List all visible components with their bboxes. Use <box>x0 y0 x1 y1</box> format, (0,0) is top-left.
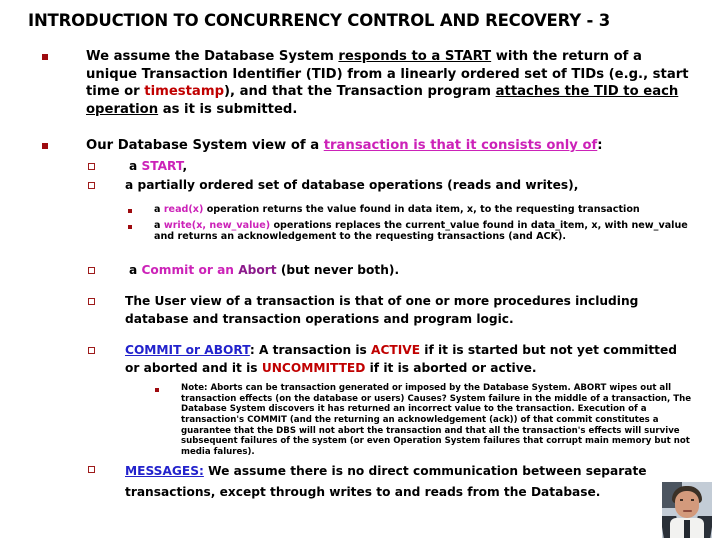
bullet-2-1-start-keyword: START <box>141 158 183 173</box>
bullet-2-1-seg-c: , <box>182 158 188 173</box>
commit-keyword: Commit <box>141 262 195 277</box>
hollow-square-bullet-icon <box>88 347 95 354</box>
bullet-item-2-5-note <box>0 383 720 457</box>
bullet-2-5-seg-d: if it is started but not yet committed or aborted and it is <box>125 343 677 375</box>
bullet-2-3-seg-a: a <box>129 262 142 277</box>
bullet-item-2-4 <box>0 293 720 328</box>
square-bullet-icon <box>42 143 48 149</box>
small-square-bullet-icon <box>128 225 132 229</box>
uncommitted-state-keyword: UNCOMMITTED <box>261 360 366 375</box>
bullet-2-2-b-seg-c: operations replaces the current_value found in data_item, x, with new_value and returns an acknowledgement to the requesting transactions (and ACK). <box>154 219 688 243</box>
bullet-item-2-6 <box>0 461 720 503</box>
spacer <box>0 243 720 262</box>
bullet-2-1-seg-a: a <box>129 158 142 173</box>
hollow-square-bullet-icon <box>88 298 95 305</box>
spacer <box>0 195 720 204</box>
spacer <box>0 328 720 342</box>
bullet-item-2-2 <box>0 177 720 195</box>
bullet-2-3-seg-e: (but never both). <box>276 262 400 277</box>
bullet-2-2-a-text <box>154 204 699 216</box>
bullet-2-2-a-seg-a: a <box>154 203 164 215</box>
bullet-1-seg-a: We assume the Database System <box>86 49 339 64</box>
bullet-2-2-text: a partially ordered set of database operations (reads and writes), <box>125 178 579 193</box>
bullet-2-5-seg-f: if it is aborted or active. <box>365 360 537 375</box>
presenter-photo <box>662 482 712 538</box>
bullet-1-seg-g: as it is submitted. <box>158 101 298 117</box>
bullet-2-2-a-seg-c: operation returns the value found in data item, x, to the requesting transaction <box>203 203 640 215</box>
bullet-item-2-2-a <box>0 204 720 216</box>
bullet-2-emphasis-consists: transaction is that it consists only of <box>323 138 598 154</box>
bullet-1-seg-e: ), and that the Transaction program <box>224 84 496 100</box>
bullet-item-2-1 <box>0 158 720 176</box>
read-operation-keyword: read(x) <box>163 203 204 215</box>
bullet-item-2-2-b <box>0 220 720 243</box>
bullet-2-4-text: The User view of a transaction is that of one or more procedures including database and transaction operations and program logic. <box>125 294 639 326</box>
photo-face <box>675 491 699 518</box>
bullet-2-seg-a: Our Database System view of a <box>86 138 324 154</box>
small-square-bullet-icon <box>128 209 132 213</box>
bullet-1-timestamp: timestamp <box>144 84 225 100</box>
bullet-item-2-5 <box>0 342 720 377</box>
slide-body <box>0 48 720 503</box>
bullet-2-text <box>86 137 696 155</box>
bullet-2-5-seg-b: : A transaction is <box>249 343 372 358</box>
active-state-keyword: ACTIVE <box>371 343 421 358</box>
bullet-1-text <box>86 48 696 118</box>
bullet-1-seg-c: with the return of a unique Transaction Identifier (TID) from a linearly ordered set of TIDs (e.g., start time or <box>86 49 689 100</box>
messages-heading: MESSAGES: <box>125 464 204 479</box>
bullet-item-2 <box>0 137 720 155</box>
bullet-2-1-text <box>129 158 699 176</box>
bullet-2-3-seg-c: or an <box>194 262 239 277</box>
bullet-2-2-b-seg-a: a <box>154 219 164 231</box>
abort-keyword: Abort <box>238 262 277 277</box>
photo-eye-right <box>691 499 694 501</box>
bullet-2-3-text <box>129 262 699 280</box>
bullet-1-emphasis-start: responds to a START <box>338 49 492 64</box>
photo-tie <box>684 520 690 538</box>
small-square-bullet-icon <box>155 388 159 392</box>
commit-or-abort-heading: COMMIT or ABORT <box>125 343 250 358</box>
page-title: INTRODUCTION TO CONCURRENCY CONTROL AND RECOVERY - 3 <box>28 11 610 30</box>
hollow-square-bullet-icon <box>88 182 95 189</box>
write-operation-keyword: write(x, new_value) <box>163 219 271 231</box>
spacer <box>0 118 720 137</box>
bullet-2-seg-c: : <box>597 138 603 154</box>
spacer <box>0 279 720 293</box>
hollow-square-bullet-icon <box>88 466 95 473</box>
bullet-1-emphasis-attaches: attaches the TID to each operation <box>86 84 679 117</box>
hollow-square-bullet-icon <box>88 163 95 170</box>
bullet-2-5-text <box>125 342 695 377</box>
bullet-2-2-b-text <box>154 220 699 243</box>
bullet-2-6-seg-b: We assume there is no direct communication between separate transactions, except through writes to and reads from the Database. <box>125 464 647 500</box>
hollow-square-bullet-icon <box>88 267 95 274</box>
bullet-2-6-text <box>125 461 695 503</box>
photo-mouth <box>683 510 692 512</box>
bullet-item-1 <box>0 48 720 118</box>
bullet-item-2-3 <box>0 262 720 280</box>
abort-note-text: Note: Aborts can be transaction generated or imposed by the Database System. ABORT wipes out all transaction effects (on the database or users) Causes? System failure in the middle of a transaction, The Database System discovers it has returned an incorrect value to the transaction. Execution of a transaction's COMMIT (and the returning an acknowledgement (ack)) of that commit constitutes a guarantee that the DBS will not abort the transaction and that all the transaction's effects will survive subsequent failures of the system (or even Operation System failures that corrupt main memory but not media falures). <box>181 383 692 457</box>
photo-eye-left <box>680 499 683 501</box>
square-bullet-icon <box>42 54 48 60</box>
